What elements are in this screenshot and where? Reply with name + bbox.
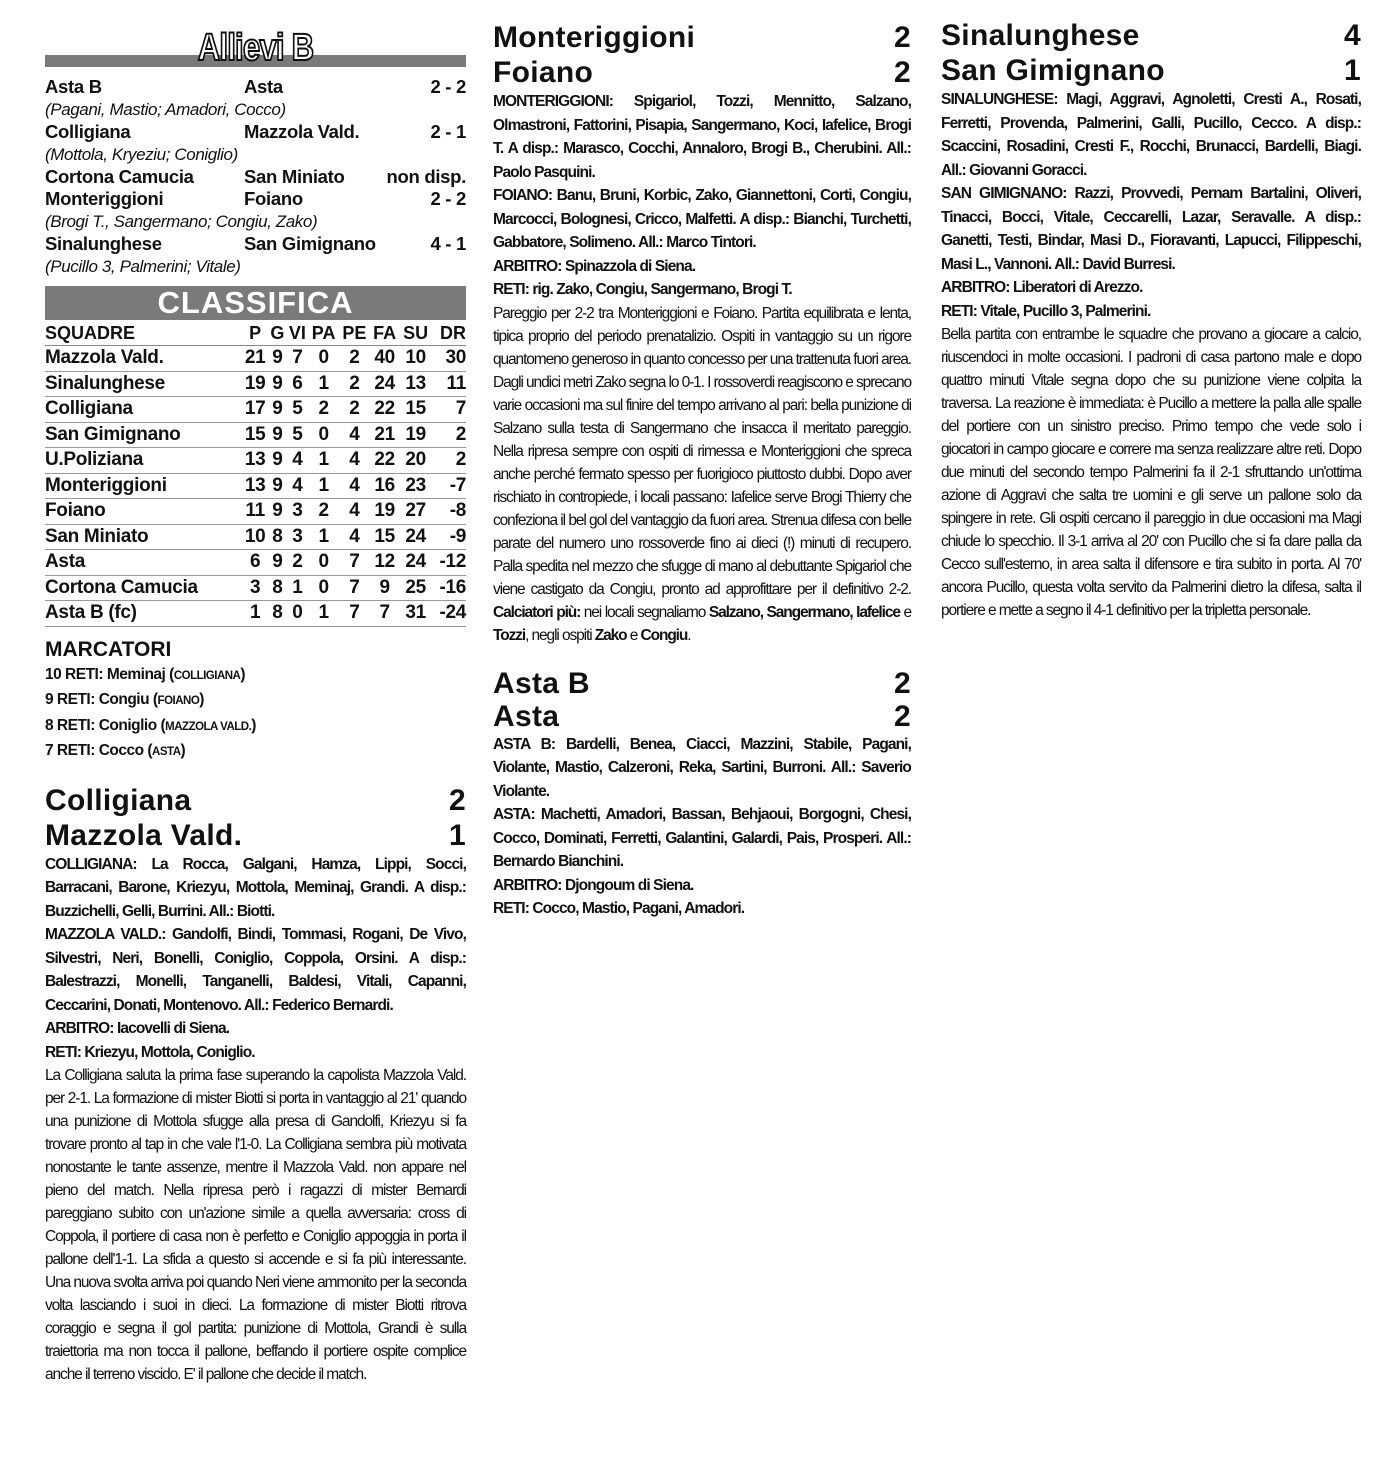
home-team-name: Sinalunghese: [941, 19, 1140, 52]
marcatori-title: MARCATORI: [45, 637, 172, 661]
standings-p: 15: [242, 422, 268, 448]
home-score: 4: [1344, 19, 1361, 52]
away-team: San Miniato: [244, 166, 345, 187]
standings-p: 13: [242, 448, 268, 474]
scorer-item: 10 RETI: Meminaj (COLLIGIANA): [45, 665, 246, 683]
standings-su: 13: [399, 371, 431, 397]
standings-vi: 2: [286, 550, 308, 576]
referee: ARBITRO: Spinazzola di Siena.: [493, 257, 696, 275]
standings-dr: -8: [432, 499, 466, 525]
report-text: .: [687, 626, 691, 644]
standings-fa: 7: [370, 601, 400, 627]
away-team-name: Mazzola Vald.: [45, 818, 243, 852]
referee: ARBITRO: Djongoum di Siena.: [493, 876, 694, 894]
standings-team: Foiano: [45, 499, 242, 525]
standings-pe: 4: [339, 448, 370, 474]
standings-su: 20: [399, 448, 431, 474]
result-row: [45, 166, 466, 188]
standings-pe: 4: [339, 422, 370, 448]
column-left: [45, 0, 466, 1386]
away-score: 2: [894, 699, 911, 733]
standings-pe: 4: [339, 473, 370, 499]
away-team: San Gimignano: [244, 233, 376, 254]
standings-pa: 0: [308, 550, 339, 576]
standings-vi: 4: [286, 473, 308, 499]
standings-su: 10: [399, 346, 431, 372]
home-lineup: MONTERIGGIONI: Spigariol, Tozzi, Mennitto, Salzano, Olmastroni, Fattorini, Pisapia, Sangermano, Koci, Iafelice, Brogi T. A disp.: Marasco, Cocchi, Annaloro, Brogi B., Cherubini. All.: Paolo Pasquini.: [493, 93, 911, 181]
goals: RETI: Vitale, Pucillo 3, Palmerini.: [941, 302, 1151, 320]
standings-dr: -24: [432, 601, 466, 627]
scorer-team: FOIANO: [157, 695, 200, 707]
standings-dr: 11: [432, 371, 466, 397]
standings-team: Mazzola Vald.: [45, 346, 242, 372]
standings-pa: 0: [308, 422, 339, 448]
standings-fa: 21: [370, 422, 400, 448]
match-home-line: [45, 783, 466, 818]
standings-body: [45, 346, 466, 627]
standings-team: San Gimignano: [45, 422, 242, 448]
col-header-vi: VI: [286, 322, 308, 346]
home-score: 2: [894, 21, 911, 54]
standings-su: 24: [399, 550, 431, 576]
match-away-line: [45, 818, 466, 853]
standings-g: 9: [268, 371, 286, 397]
scorer-text: 9 RETI: Congiu (: [45, 691, 158, 708]
result-row: [45, 121, 466, 143]
standings-p: 13: [242, 473, 268, 499]
standings-dr: 2: [432, 448, 466, 474]
score: non disp.: [386, 166, 466, 187]
scorer-team: COLLIGIANA: [173, 669, 241, 682]
away-score: 1: [449, 818, 466, 852]
result-row: [45, 76, 466, 98]
report-bold-players: Salzano, Sangermano, Iafelice: [708, 603, 900, 621]
scorer-team: MAZZOLA VALD.: [165, 720, 252, 733]
away-lineup: SAN GIMIGNANO: Razzi, Provvedi, Pernam Bartalini, Oliveri, Tinacci, Bocci, Vitale, Ceccarelli, Lazar, Seravalle. A disp.: Ganetti, Testi, Bindar, Masi D., Fioravanti, Lapucci, Filippeschi, Masi L., Vannoni. All.: David Burresi.: [941, 185, 1361, 273]
standings-p: 1: [242, 601, 268, 627]
standings-p: 19: [242, 371, 268, 397]
standings-su: 19: [399, 422, 431, 448]
standings-p: 6: [242, 550, 268, 576]
home-team-name: Monteriggioni: [493, 21, 696, 54]
standings-fa: 12: [370, 550, 400, 576]
match-home-line: [941, 18, 1361, 53]
standings-row: [45, 422, 466, 448]
standings-fa: 22: [370, 397, 400, 423]
standings-team: San Miniato: [45, 524, 242, 550]
column-middle: [493, 0, 911, 921]
standings-pa: 1: [308, 601, 339, 627]
standings-team: Monteriggioni: [45, 473, 242, 499]
report-text: e: [899, 603, 911, 621]
match-colligiana: [45, 783, 466, 1387]
col-header-su: SU: [399, 322, 431, 346]
standings-vi: 5: [286, 422, 308, 448]
standings-pe: 4: [339, 499, 370, 525]
scorer-text: 7 RETI: Cocco (: [45, 742, 153, 759]
result-scorers: (Brogi T., Sangermano; Congiu, Zako): [45, 212, 318, 231]
standings-su: 25: [399, 575, 431, 601]
standings-vi: 4: [286, 448, 308, 474]
standings-p: 21: [242, 346, 268, 372]
standings-pa: 2: [308, 397, 339, 423]
standings-pe: 7: [339, 550, 370, 576]
col-header-dr: DR: [432, 322, 466, 346]
standings-row: [45, 601, 466, 627]
col-header-team: SQUADRE: [45, 322, 242, 346]
away-team: Asta: [244, 76, 283, 97]
score: 2 - 2: [430, 76, 466, 97]
col-header-p: P: [242, 322, 268, 346]
standings-vi: 0: [286, 601, 308, 627]
col-header-pa: PA: [308, 322, 339, 346]
standings-g: 9: [268, 397, 286, 423]
standings-header-row: [45, 322, 466, 346]
standings-dr: -7: [432, 473, 466, 499]
result-scorers: (Mottola, Kryeziu; Coniglio): [45, 145, 238, 164]
standings-g: 8: [268, 575, 286, 601]
match-report: [493, 302, 911, 647]
home-team: Sinalunghese: [45, 233, 162, 254]
result-scorers: (Pucillo 3, Palmerini; Vitale): [45, 257, 241, 276]
goals: RETI: Cocco, Mastio, Pagani, Amadori.: [493, 900, 745, 917]
standings-g: 9: [268, 473, 286, 499]
standings-vi: 7: [286, 346, 308, 372]
standings-team: Sinalunghese: [45, 371, 242, 397]
away-team-name: Foiano: [493, 56, 594, 89]
results-list: [45, 76, 466, 278]
home-score: 2: [894, 666, 911, 700]
standings-vi: 3: [286, 499, 308, 525]
standings-team: U.Poliziana: [45, 448, 242, 474]
standings-p: 10: [242, 524, 268, 550]
home-team-name: Asta B: [493, 666, 590, 700]
standings-dr: 2: [432, 422, 466, 448]
standings-pa: 1: [308, 448, 339, 474]
standings-g: 8: [268, 524, 286, 550]
standings-pa: 1: [308, 371, 339, 397]
standings-pe: 4: [339, 524, 370, 550]
match-away-line: [493, 700, 911, 733]
scorer-item: 9 RETI: Congiu (FOIANO): [45, 691, 204, 708]
home-team-name: Colligiana: [45, 783, 192, 817]
away-score: 1: [1344, 54, 1361, 87]
result-row: [45, 188, 466, 210]
match-home-line: [493, 20, 911, 55]
standings-row: [45, 575, 466, 601]
score: 2 - 2: [430, 188, 466, 209]
report-bold-label: Calciatori più:: [493, 603, 581, 621]
away-team: Foiano: [244, 188, 303, 209]
home-team: Asta B: [45, 76, 102, 97]
scorer-item: 7 RETI: Cocco (ASTA): [45, 742, 186, 759]
standings-row: [45, 499, 466, 525]
standings-row: [45, 473, 466, 499]
standings-p: 3: [242, 575, 268, 601]
match-sinalunghese: [941, 18, 1361, 622]
allievi-header: [45, 28, 466, 70]
col-header-g: G: [268, 322, 286, 346]
standings-vi: 5: [286, 397, 308, 423]
column-right: [941, 0, 1361, 622]
standings-pe: 7: [339, 601, 370, 627]
standings-row: [45, 397, 466, 423]
scorer-text: 8 RETI: Coniglio (: [45, 716, 166, 734]
goals: RETI: Kriezyu, Mottola, Coniglio.: [45, 1043, 255, 1061]
standings-pa: 1: [308, 524, 339, 550]
standings-row: [45, 524, 466, 550]
standings-pe: 2: [339, 397, 370, 423]
standings-row: [45, 371, 466, 397]
home-lineup: SINALUNGHESE: Magi, Aggravi, Agnoletti, Cresti A., Rosati, Ferretti, Provenda, Palmerini, Galli, Pucillo, Cecco. A disp.: Scaccini, Rosadini, Cresti F., Rocchi, Brunacci, Bardelli, Biagi. All.: Giovanni Goracci.: [941, 91, 1361, 179]
standings-fa: 19: [370, 499, 400, 525]
home-score: 2: [449, 783, 466, 817]
away-team: Mazzola Vald.: [244, 121, 360, 142]
standings-g: 9: [268, 448, 286, 474]
score: 2 - 1: [430, 121, 466, 142]
report-bold-players: Tozzi: [493, 626, 526, 644]
away-lineup: ASTA: Machetti, Amadori, Bassan, Behjaoui, Borgogni, Chesi, Cocco, Dominati, Ferretti, Galantini, Galardi, Pais, Prosperi. All.: Bernardo Bianchini.: [493, 806, 911, 870]
home-team: Cortona Camucia: [45, 166, 194, 187]
match-report: La Colligiana saluta la prima fase superando la capolista Mazzola Vald. per 2-1. La formazione di mister Biotti si porta in vantaggio al 21' quando una punizione di Mottola sfugge alla presa di Gandolfi, Kriezyu si fa trovare pronto al tap in che vale l'1-0. La Colligiana sembra più motivata nonostante le tante assenze, mentre il Mazzola Vald. non appare nel pieno del match. Nella ripresa però i ragazzi di mister Bernardi pareggiano subito con un'azione simile a quella avversaria: cross di Coppola, il portiere di casa non è perfetto e Coniglio appoggia in porta il pallone dell'1-1. La sfida a questo si accende e si fa più interessante. Una nuova svolta arriva poi quando Neri viene ammonito per la seconda volta lasciando i suoi in dieci. La formazione di mister Biotti ritrova coraggio e segna il gol partita: punizione di Mottola, Grandi è sulla traiettoria ma non tocca il pallone, beffando il portiere ospite complice anche il terreno viscido. E' il pallone che decide il match.: [45, 1067, 466, 1383]
away-lineup: MAZZOLA VALD.: Gandolfi, Bindi, Tommasi, Rogani, De Vivo, Silvestri, Neri, Bonelli, Coniglio, Coppola, Orsini. A disp.: Balestrazzi, Monelli, Tanganelli, Baldesi, Vitali, Capanni, Ceccarini, Donati, Montenovo. All.: Federico Bernardi.: [45, 926, 466, 1014]
referee: ARBITRO: Liberatori di Arezzo.: [941, 279, 1143, 296]
standings-fa: 40: [370, 346, 400, 372]
standings-fa: 22: [370, 448, 400, 474]
standings-pe: 7: [339, 575, 370, 601]
scorer-item: 8 RETI: Coniglio (MAZZOLA VALD.): [45, 716, 256, 734]
standings-g: 9: [268, 550, 286, 576]
standings-fa: 16: [370, 473, 400, 499]
standings-su: 31: [399, 601, 431, 627]
section-title: Allievi B: [197, 27, 314, 69]
standings-g: 9: [268, 499, 286, 525]
standings-fa: 15: [370, 524, 400, 550]
standings-g: 8: [268, 601, 286, 627]
report-text: nei locali segnaliamo: [580, 603, 709, 621]
goals: RETI: rig. Zako, Congiu, Sangermano, Brogi T.: [493, 281, 792, 298]
home-team: Monteriggioni: [45, 188, 164, 209]
away-lineup: FOIANO: Banu, Bruni, Korbic, Zako, Giannettoni, Corti, Congiu, Marcocci, Bolognesi, Cricco, Malfetti. A disp.: Bianchi, Turchetti, Gabbatore, Solimeno. All.: Marco Tintori.: [493, 187, 911, 251]
standings-table: [45, 322, 466, 627]
home-lineup: ASTA B: Bardelli, Benea, Ciacci, Mazzini, Stabile, Pagani, Violante, Mastio, Calzeroni, Reka, Sartini, Burroni. All.: Saverio Violante.: [493, 735, 911, 800]
result-scorers: (Pagani, Mastio; Amadori, Cocco): [45, 100, 286, 119]
standings-vi: 3: [286, 524, 308, 550]
away-team-name: Asta: [493, 699, 560, 733]
col-header-fa: FA: [370, 322, 400, 346]
match-report: Bella partita con entrambe le squadre che provano a giocare a calcio, riuscendoci in molte occasioni. I padroni di casa partono male e dopo quattro minuti Vitale segna dopo che su punizione viene colpita la traversa. La reazione è immediata: è Pucillo a mettere la palla alle spalle del portiere con un sinistro preciso. Primo tempo che vede solo i giocatori in campo giocare e correre ma senza realizzare altre reti. Dopo due minuti del secondo tempo Palmerini fa il 2-1 sfruttando un'ottima azione di Aggravi che salta tre uomini e gli serve un pallone solo da spingere in rete. Gli ospiti cercano il pareggio in due occasioni ma Magi chiude lo specchio. Il 3-1 arriva al 20' con Pucillo che si fa dare palla da Cecco sull'esterno, in area salta il difensore e tira subito in porta. Al 70' ancora Pucillo, questa volta servito da Palmerini dietro la difesa, salta il portiere e mette a segno il 4-1 definitivo per la tripletta personale.: [941, 326, 1361, 619]
referee: ARBITRO: Iacovelli di Siena.: [45, 1020, 230, 1037]
standings-dr: 7: [432, 397, 466, 423]
standings-row: [45, 346, 466, 372]
standings-row: [45, 550, 466, 576]
match-away-line: [493, 55, 911, 90]
standings-g: 9: [268, 346, 286, 372]
standings-team: Cortona Camucia: [45, 575, 242, 601]
standings-team: Asta: [45, 550, 242, 576]
standings-pe: 2: [339, 371, 370, 397]
home-team: Colligiana: [45, 121, 131, 142]
home-lineup: COLLIGIANA: La Rocca, Galgani, Hamza, Lippi, Socci, Barracani, Barone, Kriezyu, Mottola, Meminaj, Grandi. A disp.: Buzzichelli, Gelli, Burrini. All.: Biotti.: [45, 855, 466, 920]
standings-vi: 1: [286, 575, 308, 601]
standings-dr: -9: [432, 524, 466, 550]
standings-dr: -12: [432, 550, 466, 576]
standings-dr: 30: [432, 346, 466, 372]
standings-su: 27: [399, 499, 431, 525]
standings-row: [45, 448, 466, 474]
standings-g: 9: [268, 422, 286, 448]
scorer-team: ASTA: [152, 746, 181, 758]
report-text: e: [626, 626, 641, 644]
result-row: [45, 233, 466, 255]
match-away-line: [941, 53, 1361, 88]
standings-su: 15: [399, 397, 431, 423]
standings-team: Colligiana: [45, 397, 242, 423]
away-score: 2: [894, 56, 911, 89]
match-home-line: [493, 667, 911, 700]
col-header-pe: PE: [339, 322, 370, 346]
score: 4 - 1: [430, 233, 466, 254]
match-asta: [493, 667, 911, 921]
standings-vi: 6: [286, 371, 308, 397]
scorer-text: 10 RETI: Meminaj (: [45, 665, 174, 683]
standings-pa: 2: [308, 499, 339, 525]
report-text: , negli ospiti: [525, 626, 595, 644]
standings-dr: -16: [432, 575, 466, 601]
match-monteriggioni: [493, 20, 911, 647]
report-bold-players: Zako: [594, 626, 627, 644]
standings-p: 17: [242, 397, 268, 423]
report-bold-players: Congiu: [640, 626, 688, 644]
away-team-name: San Gimignano: [941, 54, 1165, 87]
classifica-title: CLASSIFICA: [45, 286, 466, 320]
standings-su: 23: [399, 473, 431, 499]
standings-fa: 9: [370, 575, 400, 601]
standings-su: 24: [399, 524, 431, 550]
standings-pa: 0: [308, 575, 339, 601]
standings-team: Asta B (fc): [45, 601, 242, 627]
standings-pa: 1: [308, 473, 339, 499]
standings-fa: 24: [370, 371, 400, 397]
standings-p: 11: [242, 499, 268, 525]
standings-pa: 0: [308, 346, 339, 372]
report-text: Pareggio per 2-2 tra Monteriggioni e Foiano. Partita equilibrata e lenta, tipica proprio del periodo prenatalizio. Ospiti in vantaggio su un rigore quantomeno generoso in quanto concesso per una trattenuta fuori area. Dagli undici metri Zako segna lo 0-1. I rossoverdi reagiscono e sprecano varie occasioni ma sul finire del tempo arrivano al pari: bella punizione di Salzano sulla testa di Sangermano che insacca il meritato pareggio. Nella ripresa sempre con ospiti di rimessa e Monteriggioni che spreca anche perché fermato spesso per fuorigioco piuttosto dubbi. Dopo aver rischiato in contropiede, i locali passano: Iafelice serve Brogi Thierry che confeziona il bel gol del vantaggio da fuori area. Strenua difesa con belle parate del numero uno rossoverde fino ai dieci (!) minuti di recupero. Palla spedita nel mezzo che sfugge di mano al debuttante Spigariol che viene castigato da Congiu, pronto ad approfittare per il definitivo 2-2.: [493, 304, 911, 598]
standings-pe: 2: [339, 346, 370, 372]
